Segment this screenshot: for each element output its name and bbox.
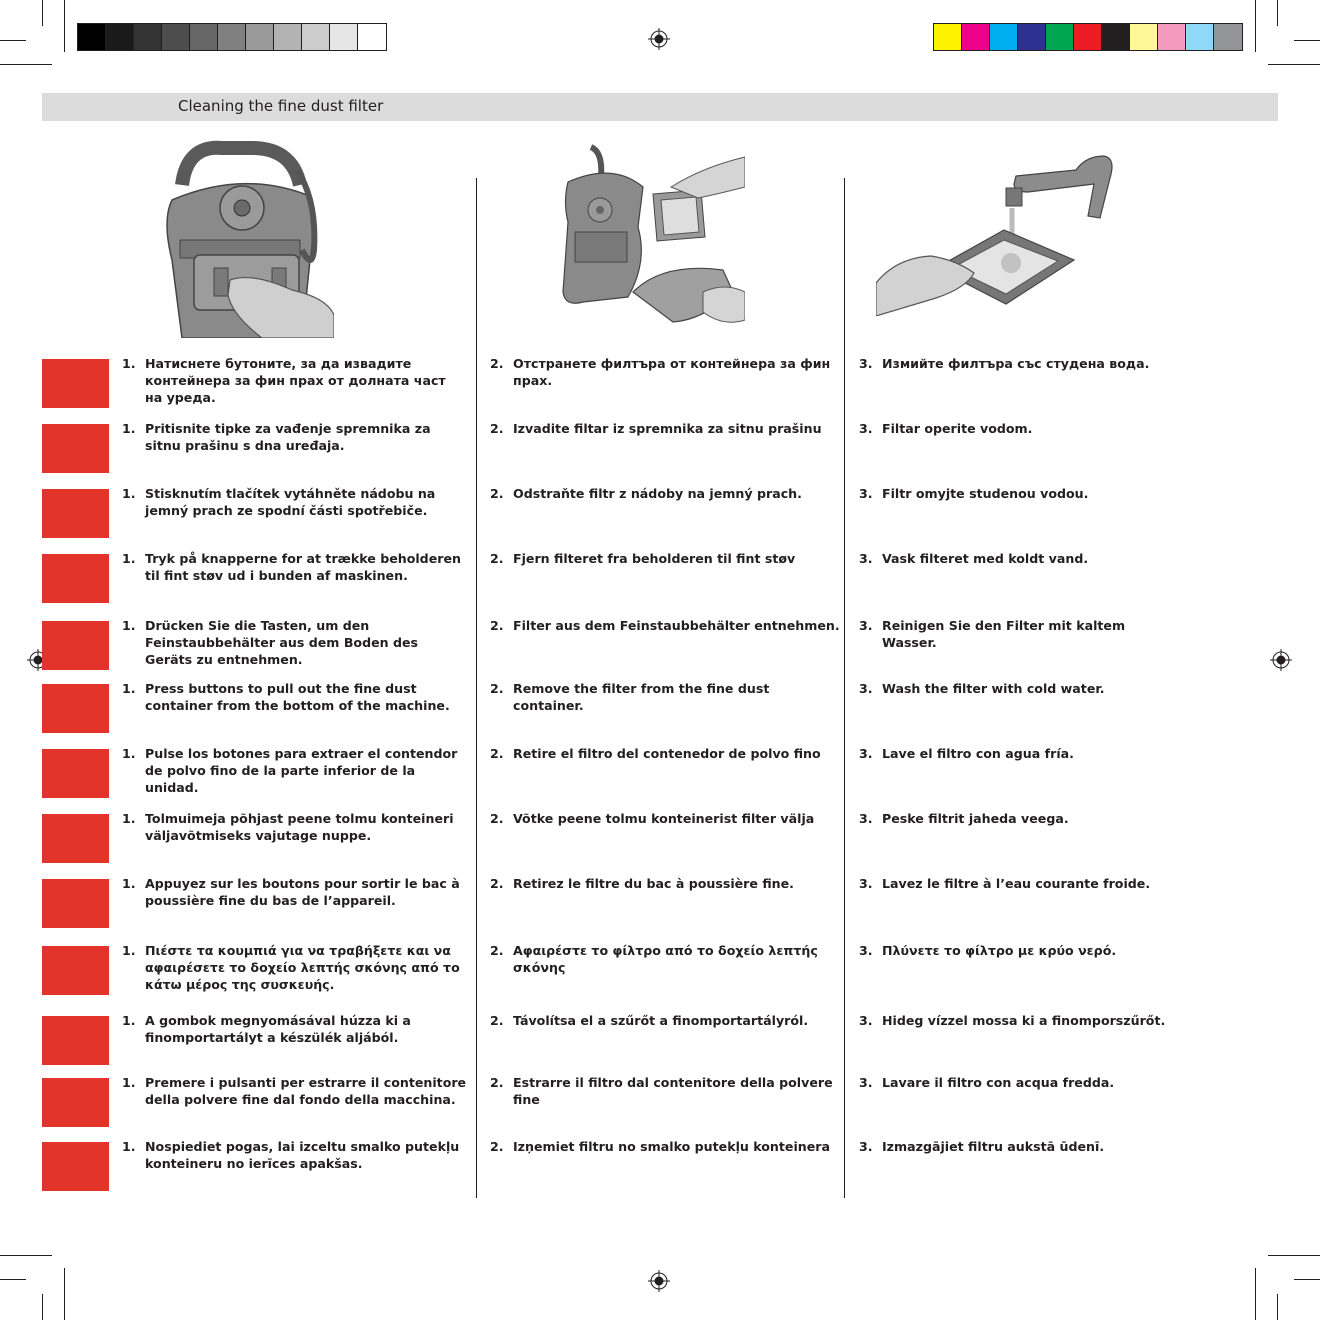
step-number: 3.	[859, 551, 873, 566]
step-number: 2.	[490, 1013, 504, 1028]
step-number: 3.	[859, 1075, 873, 1090]
color-swatch	[1102, 24, 1130, 50]
crop-mark	[0, 1255, 52, 1256]
step-number: 3.	[859, 1013, 873, 1028]
column-divider	[476, 178, 477, 1198]
instruction-step	[859, 1012, 1179, 1029]
step-text: Nospiediet pogas, lai izceltu smalko putekļu konteineru no ierīces apakšas.	[145, 1139, 460, 1171]
step-text: Odstraňte filtr z nádoby na jemný prach.	[513, 486, 802, 501]
step-number: 1.	[122, 943, 136, 958]
color-swatch	[1074, 24, 1102, 50]
language-tab	[42, 1016, 109, 1065]
step-number: 1.	[122, 618, 136, 633]
instruction-step	[122, 745, 467, 796]
step-text: Πλύνετε το φίλτρο με κρύο νερό.	[882, 943, 1117, 958]
step-number: 1.	[122, 681, 136, 696]
step-number: 2.	[490, 811, 504, 826]
color-swatch	[274, 24, 302, 50]
instruction-step	[490, 617, 840, 634]
process-color-bar	[933, 23, 1243, 51]
step-number: 1.	[122, 876, 136, 891]
instruction-step	[859, 550, 1179, 567]
step-number: 2.	[490, 551, 504, 566]
step-number: 3.	[859, 618, 873, 633]
step-text: Peske filtrit jaheda veega.	[882, 811, 1069, 826]
color-swatch	[1046, 24, 1074, 50]
instruction-step	[122, 942, 467, 993]
instruction-step	[859, 1074, 1179, 1091]
color-swatch	[246, 24, 274, 50]
crop-mark	[1294, 40, 1320, 41]
instruction-step	[122, 550, 467, 584]
instruction-step	[859, 942, 1179, 959]
crop-mark	[1255, 0, 1256, 52]
step-number: 2.	[490, 486, 504, 501]
instruction-step	[122, 617, 467, 668]
step-text: Fjern filteret fra beholderen til fint støv	[513, 551, 796, 566]
step-text: Pulse los botones para extraer el contendor de polvo fino de la parte inferior de la unidad.	[145, 746, 458, 795]
step-text: Πιέστε τα κουμπιά για να τραβήξετε και να αφαιρέσετε το δοχείο λεπτής σκόνης από το κάτω μέρος της συσκευής.	[145, 943, 460, 992]
registration-mark-icon	[1270, 649, 1292, 671]
step-number: 1.	[122, 746, 136, 761]
color-swatch	[302, 24, 330, 50]
step-text: Izņemiet filtru no smalko putekļu konteinera	[513, 1139, 830, 1154]
instruction-step	[859, 420, 1179, 437]
instruction-step	[122, 680, 467, 714]
step-number: 3.	[859, 1139, 873, 1154]
step-text: Võtke peene tolmu konteinerist filter välja	[513, 811, 815, 826]
instruction-step	[122, 485, 467, 519]
step-number: 1.	[122, 811, 136, 826]
instruction-step	[490, 1138, 840, 1155]
color-swatch	[330, 24, 358, 50]
step-number: 3.	[859, 746, 873, 761]
instruction-step	[490, 1074, 840, 1108]
instruction-step	[122, 1074, 467, 1108]
instruction-step	[122, 355, 467, 406]
language-tab	[42, 489, 109, 538]
column-divider	[844, 178, 845, 1198]
step-number: 1.	[122, 1075, 136, 1090]
step-text: Filter aus dem Feinstaubbehälter entnehmen.	[513, 618, 840, 633]
step-number: 1.	[122, 551, 136, 566]
color-swatch	[358, 24, 386, 50]
step-text: A gombok megnyomásával húzza ki a finomportartályt a készülék aljából.	[145, 1013, 411, 1045]
step-number: 2.	[490, 681, 504, 696]
color-swatch	[162, 24, 190, 50]
instruction-step	[859, 875, 1179, 892]
instruction-step	[122, 420, 467, 454]
step-text: Tryk på knapperne for at trække beholderen til fint støv ud i bunden af maskinen.	[145, 551, 461, 583]
step-text: Hideg vízzel mossa ki a finomporszűrőt.	[882, 1013, 1166, 1028]
instruction-step	[490, 680, 840, 714]
instruction-step	[859, 1138, 1179, 1155]
color-swatch	[78, 24, 106, 50]
instruction-step	[859, 617, 1179, 651]
step-text: Retirez le filtre du bac à poussière fine.	[513, 876, 794, 891]
color-swatch	[962, 24, 990, 50]
crop-mark	[42, 1294, 43, 1320]
step-number: 2.	[490, 943, 504, 958]
step-text: Filtr omyjte studenou vodou.	[882, 486, 1089, 501]
color-swatch	[1186, 24, 1214, 50]
language-tab	[42, 621, 109, 670]
color-swatch	[934, 24, 962, 50]
instruction-step	[490, 810, 840, 827]
crop-mark	[1277, 1294, 1278, 1320]
step-text: Retire el filtro del contenedor de polvo fino	[513, 746, 821, 761]
step-number: 3.	[859, 811, 873, 826]
step-text: Reinigen Sie den Filter mit kaltem Wasser.	[882, 618, 1126, 650]
step-text: Lavez le filtre à l’eau courante froide.	[882, 876, 1151, 891]
instruction-step	[490, 1012, 840, 1029]
step-number: 1.	[122, 421, 136, 436]
step-number: 3.	[859, 486, 873, 501]
step-text: Αφαιρέστε το φίλτρο από το δοχείο λεπτής σκόνης	[513, 943, 818, 975]
step-text: Press buttons to pull out the fine dust container from the bottom of the machine.	[145, 681, 450, 713]
instruction-step	[859, 485, 1179, 502]
step-text: Stisknutím tlačítek vytáhněte nádobu na jemný prach ze spodní části spotřebiče.	[145, 486, 436, 518]
step-number: 3.	[859, 356, 873, 371]
step-text: Premere i pulsanti per estrarre il contenitore della polvere fine dal fondo della macchina.	[145, 1075, 467, 1107]
step-text: Vask filteret med koldt vand.	[882, 551, 1089, 566]
step-number: 3.	[859, 876, 873, 891]
instruction-step	[490, 485, 840, 502]
instruction-step	[490, 550, 840, 567]
language-tab	[42, 359, 109, 408]
crop-mark	[1268, 1255, 1320, 1256]
step-text: Filtar operite vodom.	[882, 421, 1033, 436]
step-number: 1.	[122, 486, 136, 501]
language-tab	[42, 879, 109, 928]
language-tab	[42, 814, 109, 863]
step-number: 2.	[490, 746, 504, 761]
step-number: 3.	[859, 943, 873, 958]
step-number: 1.	[122, 1139, 136, 1154]
color-swatch	[990, 24, 1018, 50]
language-tab	[42, 1078, 109, 1127]
color-swatch	[1130, 24, 1158, 50]
step-number: 2.	[490, 1075, 504, 1090]
color-swatch	[106, 24, 134, 50]
crop-mark	[64, 1268, 65, 1320]
instruction-step	[490, 355, 840, 389]
instruction-step	[490, 942, 840, 976]
step-text: Távolítsa el a szűrőt a finomportartályról.	[513, 1013, 809, 1028]
step-text: Натиснете бутоните, за да извадите контейнера за фин прах от долната част на уреда.	[145, 356, 446, 405]
registration-mark-icon	[648, 28, 670, 50]
language-tab	[42, 424, 109, 473]
language-tab	[42, 554, 109, 603]
color-swatch	[218, 24, 246, 50]
color-swatch	[134, 24, 162, 50]
step-text: Estrarre il filtro dal contenitore della polvere fine	[513, 1075, 833, 1107]
step-text: Appuyez sur les boutons pour sortir le bac à poussière fine du bas de l’appareil.	[145, 876, 460, 908]
step-number: 1.	[122, 356, 136, 371]
color-swatch	[1018, 24, 1046, 50]
language-tab	[42, 946, 109, 995]
crop-mark	[0, 1279, 26, 1280]
section-header	[42, 93, 1278, 121]
instruction-step	[859, 355, 1179, 372]
language-tab	[42, 749, 109, 798]
instruction-step	[122, 1138, 467, 1172]
filter-removal-illustration-icon	[553, 142, 745, 332]
step-text: Lave el filtro con agua fría.	[882, 746, 1074, 761]
step-text: Отстранете филтъра от контейнера за фин прах.	[513, 356, 831, 388]
page-title: Cleaning the fine dust filter	[178, 97, 384, 115]
instruction-step	[122, 1012, 467, 1046]
crop-mark	[1277, 0, 1278, 26]
color-swatch	[190, 24, 218, 50]
step-text: Lavare il filtro con acqua fredda.	[882, 1075, 1115, 1090]
instruction-step	[490, 745, 840, 762]
step-number: 2.	[490, 356, 504, 371]
color-swatch	[1158, 24, 1186, 50]
grayscale-color-bar	[77, 23, 387, 51]
crop-mark	[0, 64, 52, 65]
crop-mark	[1294, 1279, 1320, 1280]
filter-washing-illustration-icon	[876, 148, 1136, 316]
step-number: 3.	[859, 421, 873, 436]
instruction-step	[859, 810, 1179, 827]
crop-mark	[64, 0, 65, 52]
instruction-step	[490, 420, 840, 437]
crop-mark	[1255, 1268, 1256, 1320]
crop-mark	[42, 0, 43, 26]
step-text: Izmazgājiet filtru aukstā ūdenī.	[882, 1139, 1105, 1154]
step-number: 2.	[490, 421, 504, 436]
instruction-step	[859, 680, 1179, 697]
registration-mark-icon	[648, 1270, 670, 1292]
color-swatch	[1214, 24, 1242, 50]
vacuum-container-removal-illustration-icon	[142, 140, 334, 338]
instruction-step	[859, 745, 1179, 762]
step-text: Remove the filter from the fine dust container.	[513, 681, 770, 713]
step-number: 1.	[122, 1013, 136, 1028]
instruction-step	[490, 875, 840, 892]
crop-mark	[0, 40, 26, 41]
step-text: Pritisnite tipke za vađenje spremnika za sitnu prašinu s dna uređaja.	[145, 421, 431, 453]
language-tab	[42, 1142, 109, 1191]
instruction-step	[122, 810, 467, 844]
step-number: 3.	[859, 681, 873, 696]
step-text: Tolmuimeja põhjast peene tolmu konteineri väljavõtmiseks vajutage nuppe.	[145, 811, 454, 843]
step-number: 2.	[490, 1139, 504, 1154]
step-text: Измийте филтъра със студена вода.	[882, 356, 1150, 371]
crop-mark	[1268, 64, 1320, 65]
step-text: Izvadite filtar iz spremnika za sitnu prašinu	[513, 421, 822, 436]
language-tab	[42, 684, 109, 733]
step-text: Wash the filter with cold water.	[882, 681, 1105, 696]
step-text: Drücken Sie die Tasten, um den Feinstaubbehälter aus dem Boden des Geräts zu entnehmen.	[145, 618, 419, 667]
step-number: 2.	[490, 618, 504, 633]
instruction-step	[122, 875, 467, 909]
step-number: 2.	[490, 876, 504, 891]
